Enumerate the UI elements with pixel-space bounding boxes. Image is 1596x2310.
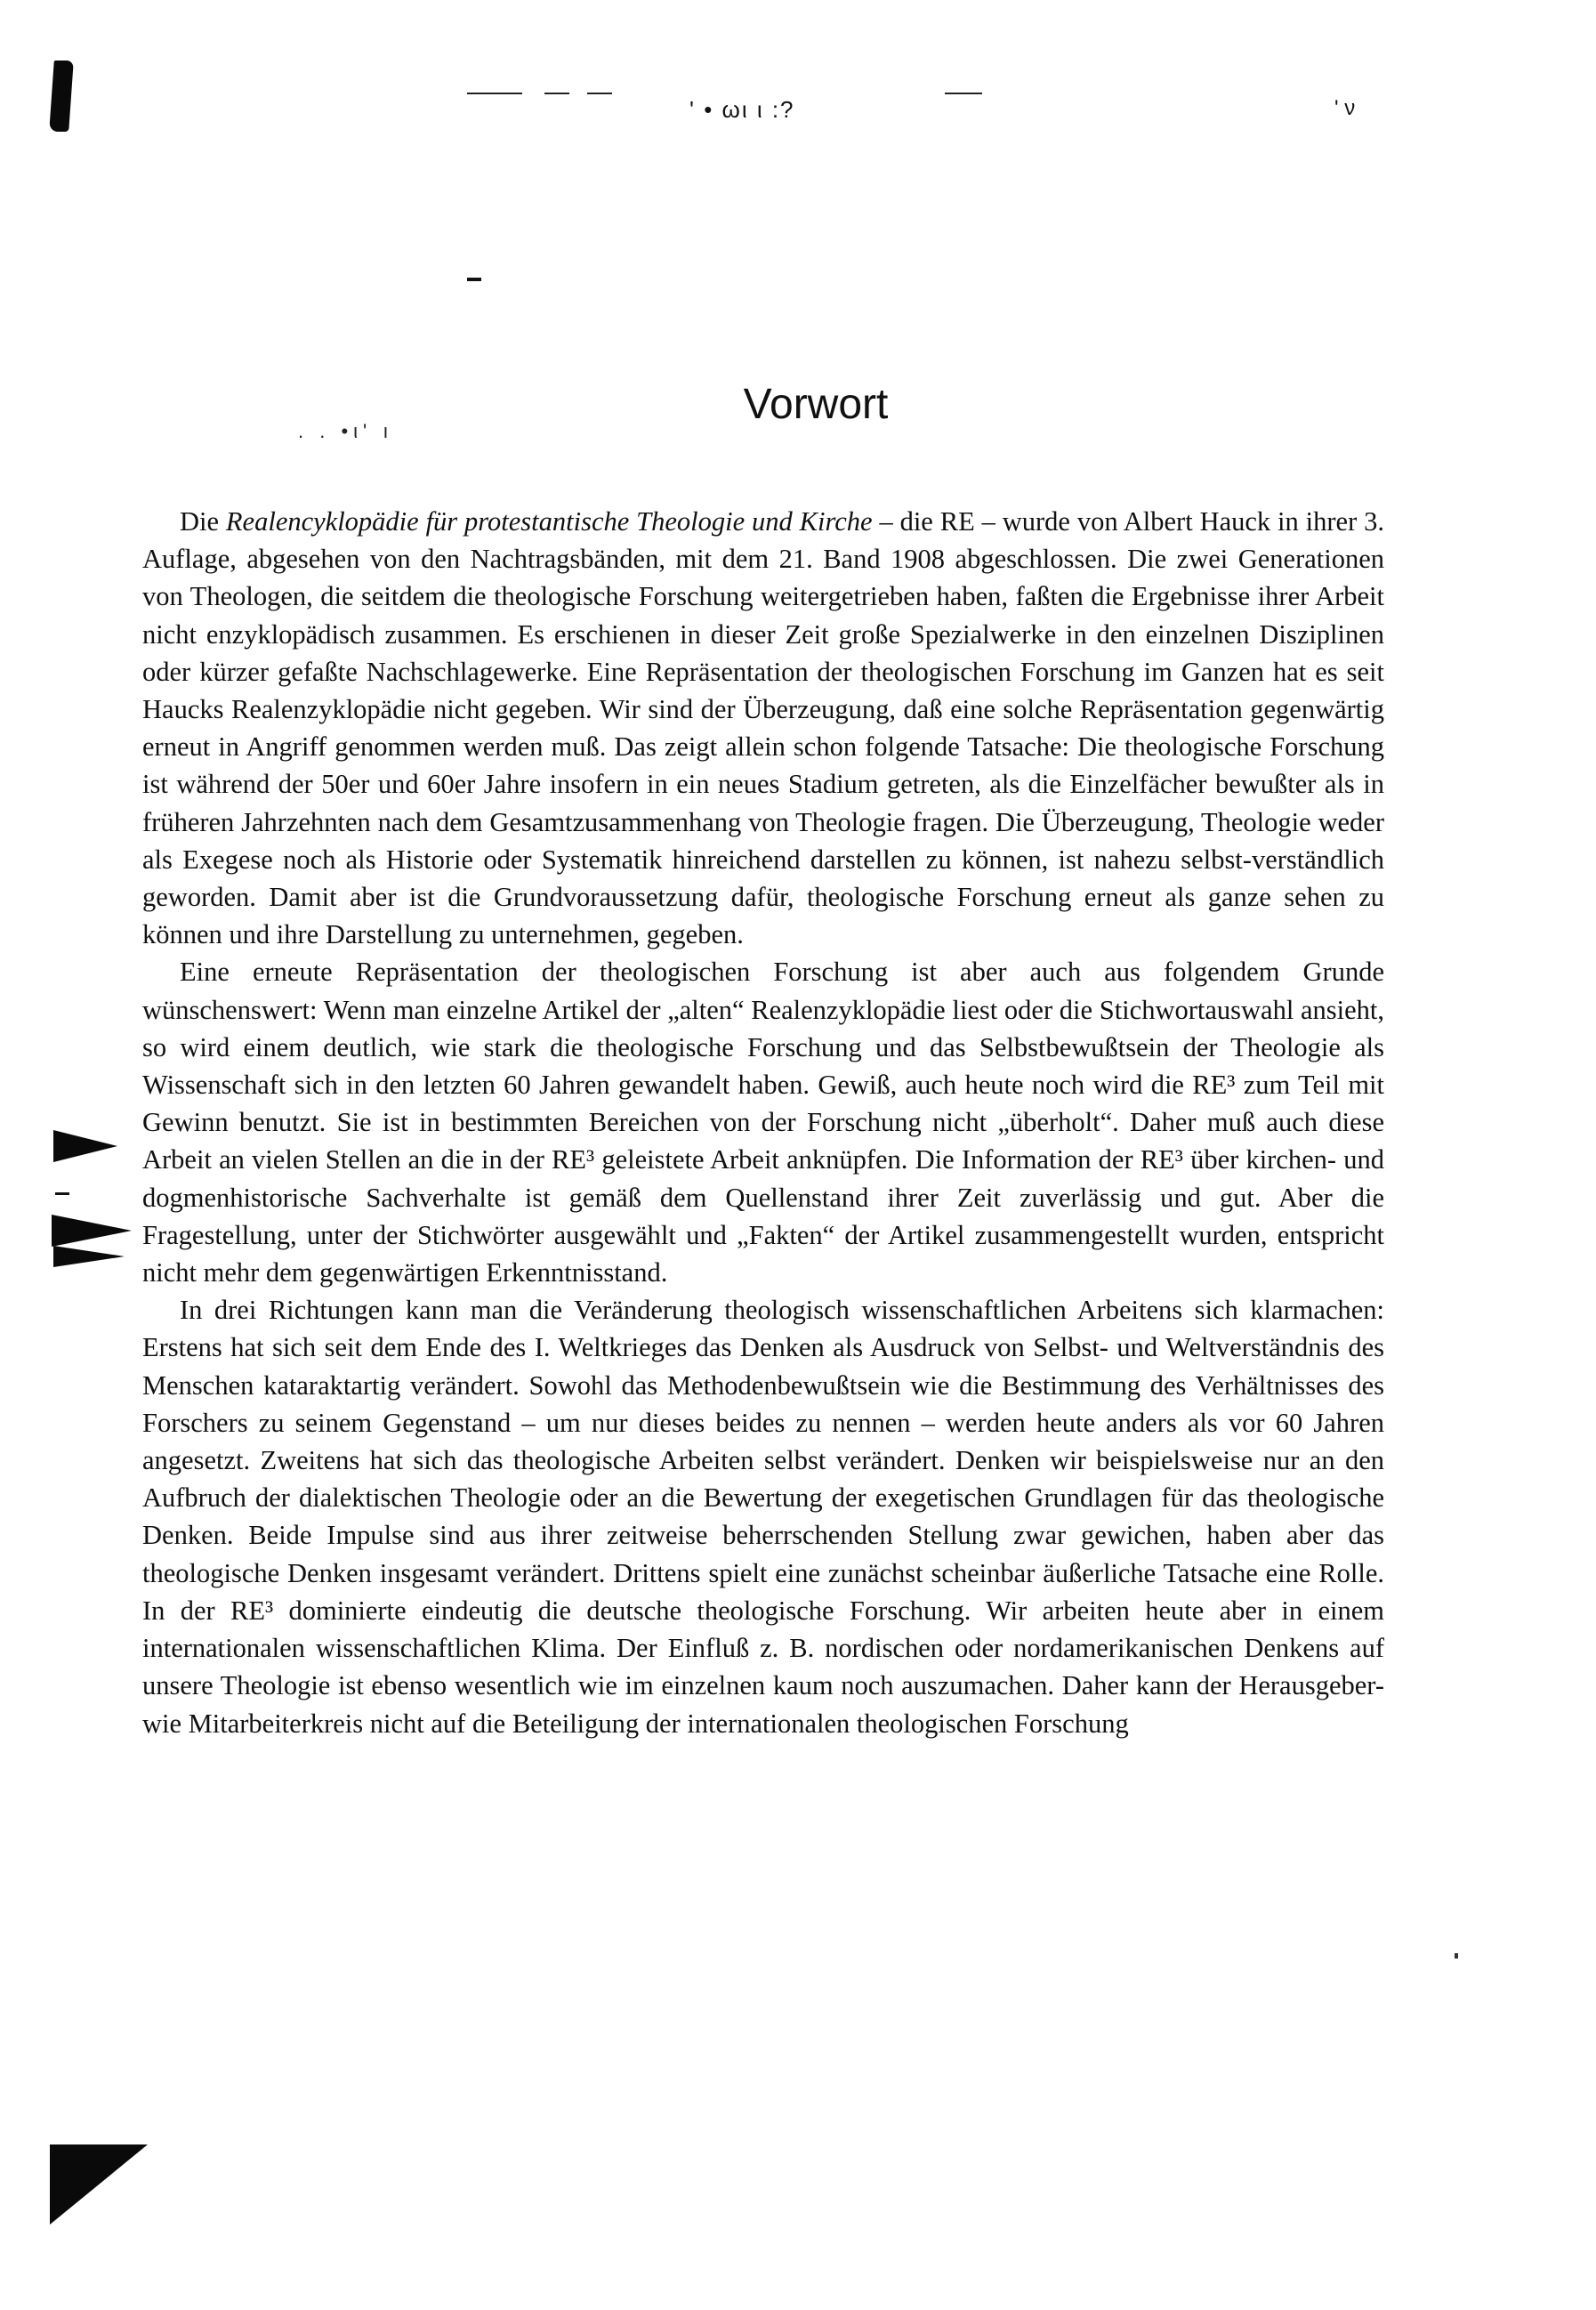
margin-pointer-icon (50, 2144, 148, 2225)
paragraph: In drei Richtungen kann man die Veränderung theologisch wissenschaftlichen Arbeitens sich klarmachen: Erstens hat sich seit dem Ende des I. Weltkrieges das Denken als Ausdruck von Selbst- und Weltverständnis des Menschen kataraktartig verändert. Sowohl das Methodenbewußtsein wie die Bestimmung des Verhältnisses des Forschers zu seinem Gegenstand – um nur dieses beides zu nennen – werden heute anders als vor 60 Jahren angesetzt. Zweitens hat sich das theologische Arbeiten selbst verändert. Denken wir beispielsweise nur an den Aufbruch der dialektischen Theologie oder an die Bewertung der exegetischen Grundlagen für das theologische Denken. Beide Impulse sind aus ihrer zeitweise beherrschenden Stellung zwar gewichen, haben aber das theologische Denken insgesamt verändert. Drittens spielt eine zunächst scheinbar äußerliche Tatsache eine Rolle. In der RE³ dominierte eindeutig die deutsche theologische Forschung. Wir arbeiten heute aber in einem internationalen wissenschaftlichen Klima. Der Einfluß z. B. nordischen oder nordamerikanischen Denkens auf unsere Theologie ist ebenso wesentlich wie im einzelnen kaum noch auszumachen. Daher kann der Herausgeber- wie Mitarbeiterkreis nicht auf die Beteiligung der internationalen theologischen Forschung (142, 1295, 1384, 1739)
paragraph: Eine erneute Repräsentation der theologischen Forschung ist aber auch aus folgendem Grunde wünschenswert: Wenn man einzelne Artikel der „alten“ Realenzyklopädie liest oder die Stichwortauswahl ansieht, so wird einem deutlich, wie stark die theologische Forschung und das Selbstbewußtsein der Theologie als Wissenschaft sich in den letzten 60 Jahren gewandelt haben. Gewiß, auch heute noch wird die RE³ zum Teil mit Gewinn benutzt. Sie ist in bestimmten Bereichen von der Forschung nicht „überholt“. Daher muß auch diese Arbeit an vielen Stellen an die in der RE³ geleistete Arbeit anknüpfen. Die Information der RE³ über kirchen- und dogmenhistorische Sachverhalte ist gemäß dem Quellenstand ihrer Zeit zuverlässig und gut. Aber die Fragestellung, unter der Stichwörter ausgewählt und „Fakten“ der Artikel zusammengestellt wurden, entspricht nicht mehr dem gegenwärtigen Erkenntnisstand. (142, 957, 1384, 1288)
page-marker: ' ν (1334, 96, 1356, 120)
header-rule (945, 93, 982, 94)
header-rule (544, 93, 569, 94)
work-title: Realencyklopädie für protestantische Theologie und Kirche (225, 506, 873, 537)
paragraph-lead: Die (180, 506, 226, 537)
running-head: ' • ωι ι :? (689, 96, 795, 123)
paragraph (142, 503, 1384, 953)
paragraph-text: – die RE – wurde von Albert Hauck in ihrer 3. Auflage, abgesehen von den Nachtragsbänden, mit dem 21. Band 1908 abgeschlossen. Die zwei Generationen von Theologen, die seitdem die theologische Forschung weitergetrieben haben, faßten die Ergebnisse ihrer Arbeit nicht enzyklopädisch zusammen. Es erschienen in dieser Zeit große Spezialwerke in den einzelnen Disziplinen oder kürzer gefaßte Nachschlagewerke. Eine Repräsentation der theologischen Forschung im Ganzen hat es seit Haucks Realenzyklopädie nicht gegeben. Wir sind der Überzeugung, daß eine solche Repräsentation gegenwärtig erneut in Angriff genommen werden muß. Das zeigt allein schon folgende Tatsache: Die theologische Forschung ist während der 50er und 60er Jahre insofern in ein neues Stadium getreten, als die Einzelfächer bewußter als in früheren Jahrzehnten nach dem Gesamtzusammenhang von Theologie fragen. Die Überzeugung, Theologie weder als Exegese noch als Historie oder Systematik hinreichend darstellen zu können, ist nahezu selbst-verständlich geworden. Damit aber ist die Grundvoraussetzung dafür, theologische Forschung erneut als ganze sehen zu können und ihre Darstellung zu unternehmen, gegeben. (142, 506, 1384, 950)
scan-speck (1455, 1953, 1458, 1959)
stray-marks: . . •ι' ı (298, 420, 394, 442)
page-title: Vorwort (743, 381, 889, 429)
margin-pointer-icon (52, 1215, 132, 1247)
scan-dash-mark (467, 278, 481, 281)
margin-pointer-icon (53, 1130, 117, 1162)
header-rule (467, 93, 522, 94)
margin-dash-mark (55, 1192, 69, 1195)
scan-corner-mark (49, 61, 74, 132)
margin-pointer-icon (53, 1246, 125, 1267)
header-rule (587, 93, 612, 94)
body-text (142, 503, 1384, 1742)
